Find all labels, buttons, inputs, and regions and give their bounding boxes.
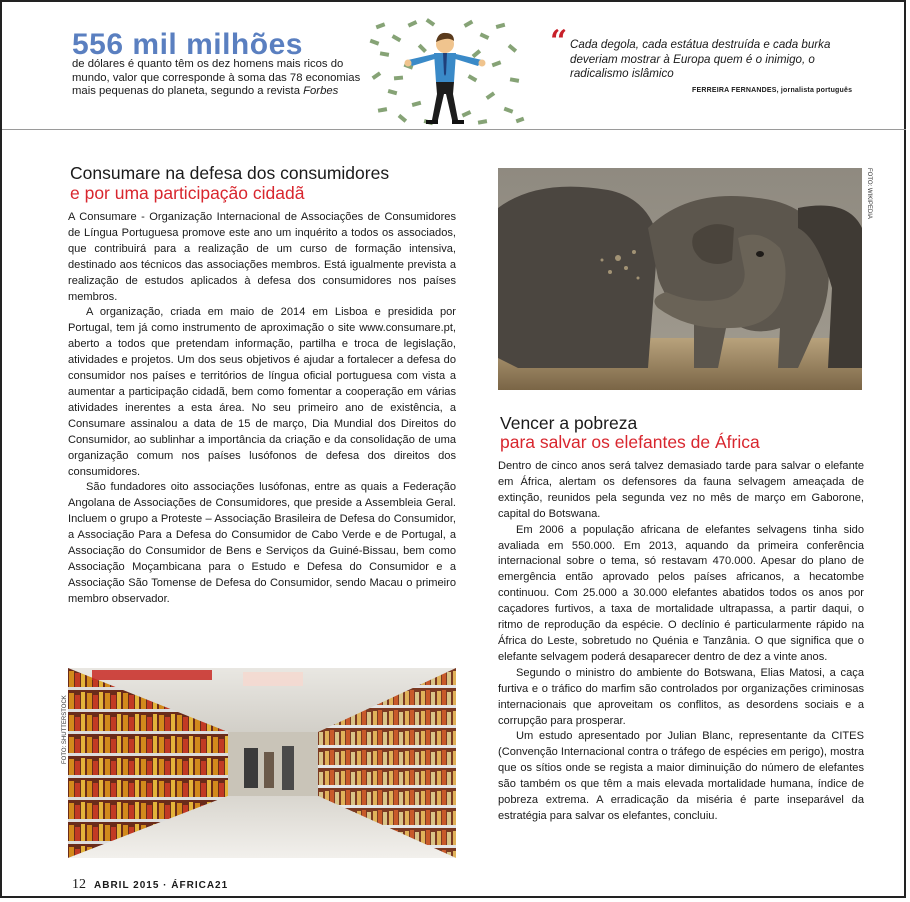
page-number: 12 <box>72 877 86 892</box>
highlight-caption-source: Forbes <box>303 85 339 98</box>
highlight-caption-text: de dólares é quanto têm os dez homens mais ricos do mundo, valor que corresponde à soma das 78 economias mais pequenas do planeta, segundo a revista <box>72 58 361 98</box>
article1-paragraph: A Consumare - Organização Internacional de Associações de Consumidores de Língua Portuguesa promove este ano um inquérito a todos os associados, que contribuirá para a realização de um curso de formação intensiva, destinado aos técnicos das associações membros. Está igualmente prevista a realização de estudos aplicados à defesa dos consumidores nos países membros. <box>68 211 456 303</box>
top-divider <box>2 129 906 130</box>
magazine-page <box>2 2 906 896</box>
highlight-number: 556 mil milhões <box>72 28 303 61</box>
top-band <box>2 2 906 130</box>
article2-body <box>498 459 864 825</box>
article2-title: Vencer a pobreza <box>500 413 638 433</box>
article1-photo-credit: FOTO: SHUTTERSTOCK <box>62 695 68 764</box>
article2-paragraph: Dentro de cinco anos será talvez demasiado tarde para salvar o elefante em África, alertam os defensores da fauna selvagem ameaçada de extinção, reunidos pela segunda vez no mês de março em Gaborone, capital do Botswana. <box>498 460 864 520</box>
supermarket-photo <box>68 668 456 858</box>
article2-paragraph: Um estudo apresentado por Julian Blanc, representante da CITES (Convenção Internacional contra o tráfego de espécies em perigo), mostra que os sítios onde se regista a maior diminuição do número de elefantes são também os que têm a mais elevada mortalidade humana, índice de pobreza extrema. A erradicação da miséria é parte inseparável da estratégia para salvar os elefantes, concluiu. <box>498 730 864 822</box>
article2-photo-credit: FOTO: WIKIPEDIA <box>866 168 872 219</box>
highlight-caption <box>72 58 368 99</box>
article2-paragraph: Segundo o ministro do ambiente do Botswana, Elias Matosi, a caça furtiva e o tráfico do marfim são controlados por organizações criminosas internacionais que aproveitam os conflitos, as desordens sociais e a corrupção para prosperar. <box>498 666 864 727</box>
article1-subtitle: e por uma participação cidadã <box>70 183 305 203</box>
article1-paragraph: A organização, criada em maio de 2014 em Lisboa e presidida por Portugal, tem já como instrumento de aproximação o site www.consumare.pt, aberto a todos que pretendam informação, partilha e troca de legislação, atividades e projetos. Um dos seus objetivos é ajudar a fortalecer a defesa do consumidor nos países e territórios de língua oficial portuguesa com vista a aumentar a participação cidadã, bem como fomentar a cooperação em várias atividades inerentes a esta área. No seu primeiro ano de existência, a Consumare assinalou a data de 15 de março, Dia Mundial dos Direitos do Consumidor, ao sublinhar a importância da criação e da consolidação de uma organização comum nos países lusófonos de defesa dos direitos dos consumidores. <box>68 306 456 478</box>
article2-subtitle: para salvar os elefantes de África <box>500 432 760 452</box>
elephant-photo <box>498 168 862 390</box>
quote-mark: “ <box>550 24 568 59</box>
article1-paragraph: São fundadores oito associações lusófonas, entre as quais a Federação Angolana de Associações de Consumidores, que preside a Assembleia Geral. Incluem o grupo a Proteste – Associação Brasileira de Defesa do Consumidor, a Associação Para a Defesa do Consumidor de Cabo Verde e de Portugal, a Associação do Consumidor de Bens e Serviços da Guiné-Bissau, bem como Associação Moçambicana para o Estudo e Defesa do Consumidor e a Associação São Tomense de Defesa do Consumidor, sendo Macau o primeiro membro observador. <box>68 481 456 605</box>
page-footer <box>72 877 228 893</box>
article1-title: Consumare na defesa dos consumidores <box>70 163 390 183</box>
quote-author: FERREIRA FERNANDES, jornalista português <box>692 87 853 94</box>
quote-text: Cada degola, cada estátua destruída e cada burka deveriam mostrar à Europa quem é o inimigo, o radicalismo islâmico <box>570 38 831 81</box>
article1-body <box>68 210 456 608</box>
footer-text: ABRIL 2015 · ÁFRICA21 <box>94 880 229 891</box>
article2-paragraph: Em 2006 a população africana de elefantes selvagens tinha sido avaliada em 550.000. Em 2013, aquando da primeira conferência internacional sobre o tema, só restavam 470.000. Apesar do plano de emergência então aprovado pelos países africanos, a hecatombe continuou. Com 25.000 a 30.000 elefantes abatidos todos os anos por caçadores furtivos, a taxa de mortalidade ultrapassa, a partir daqui, o ritmo de reprodução da espécie. O declínio é particularmente rápido na África do Leste, sobretudo no Quénia e Tanzânia. O que significa que o elefante selvagem poderá desaparecer dentro de dez a vinte anos. <box>498 523 864 663</box>
money-man-illustration <box>368 16 526 132</box>
